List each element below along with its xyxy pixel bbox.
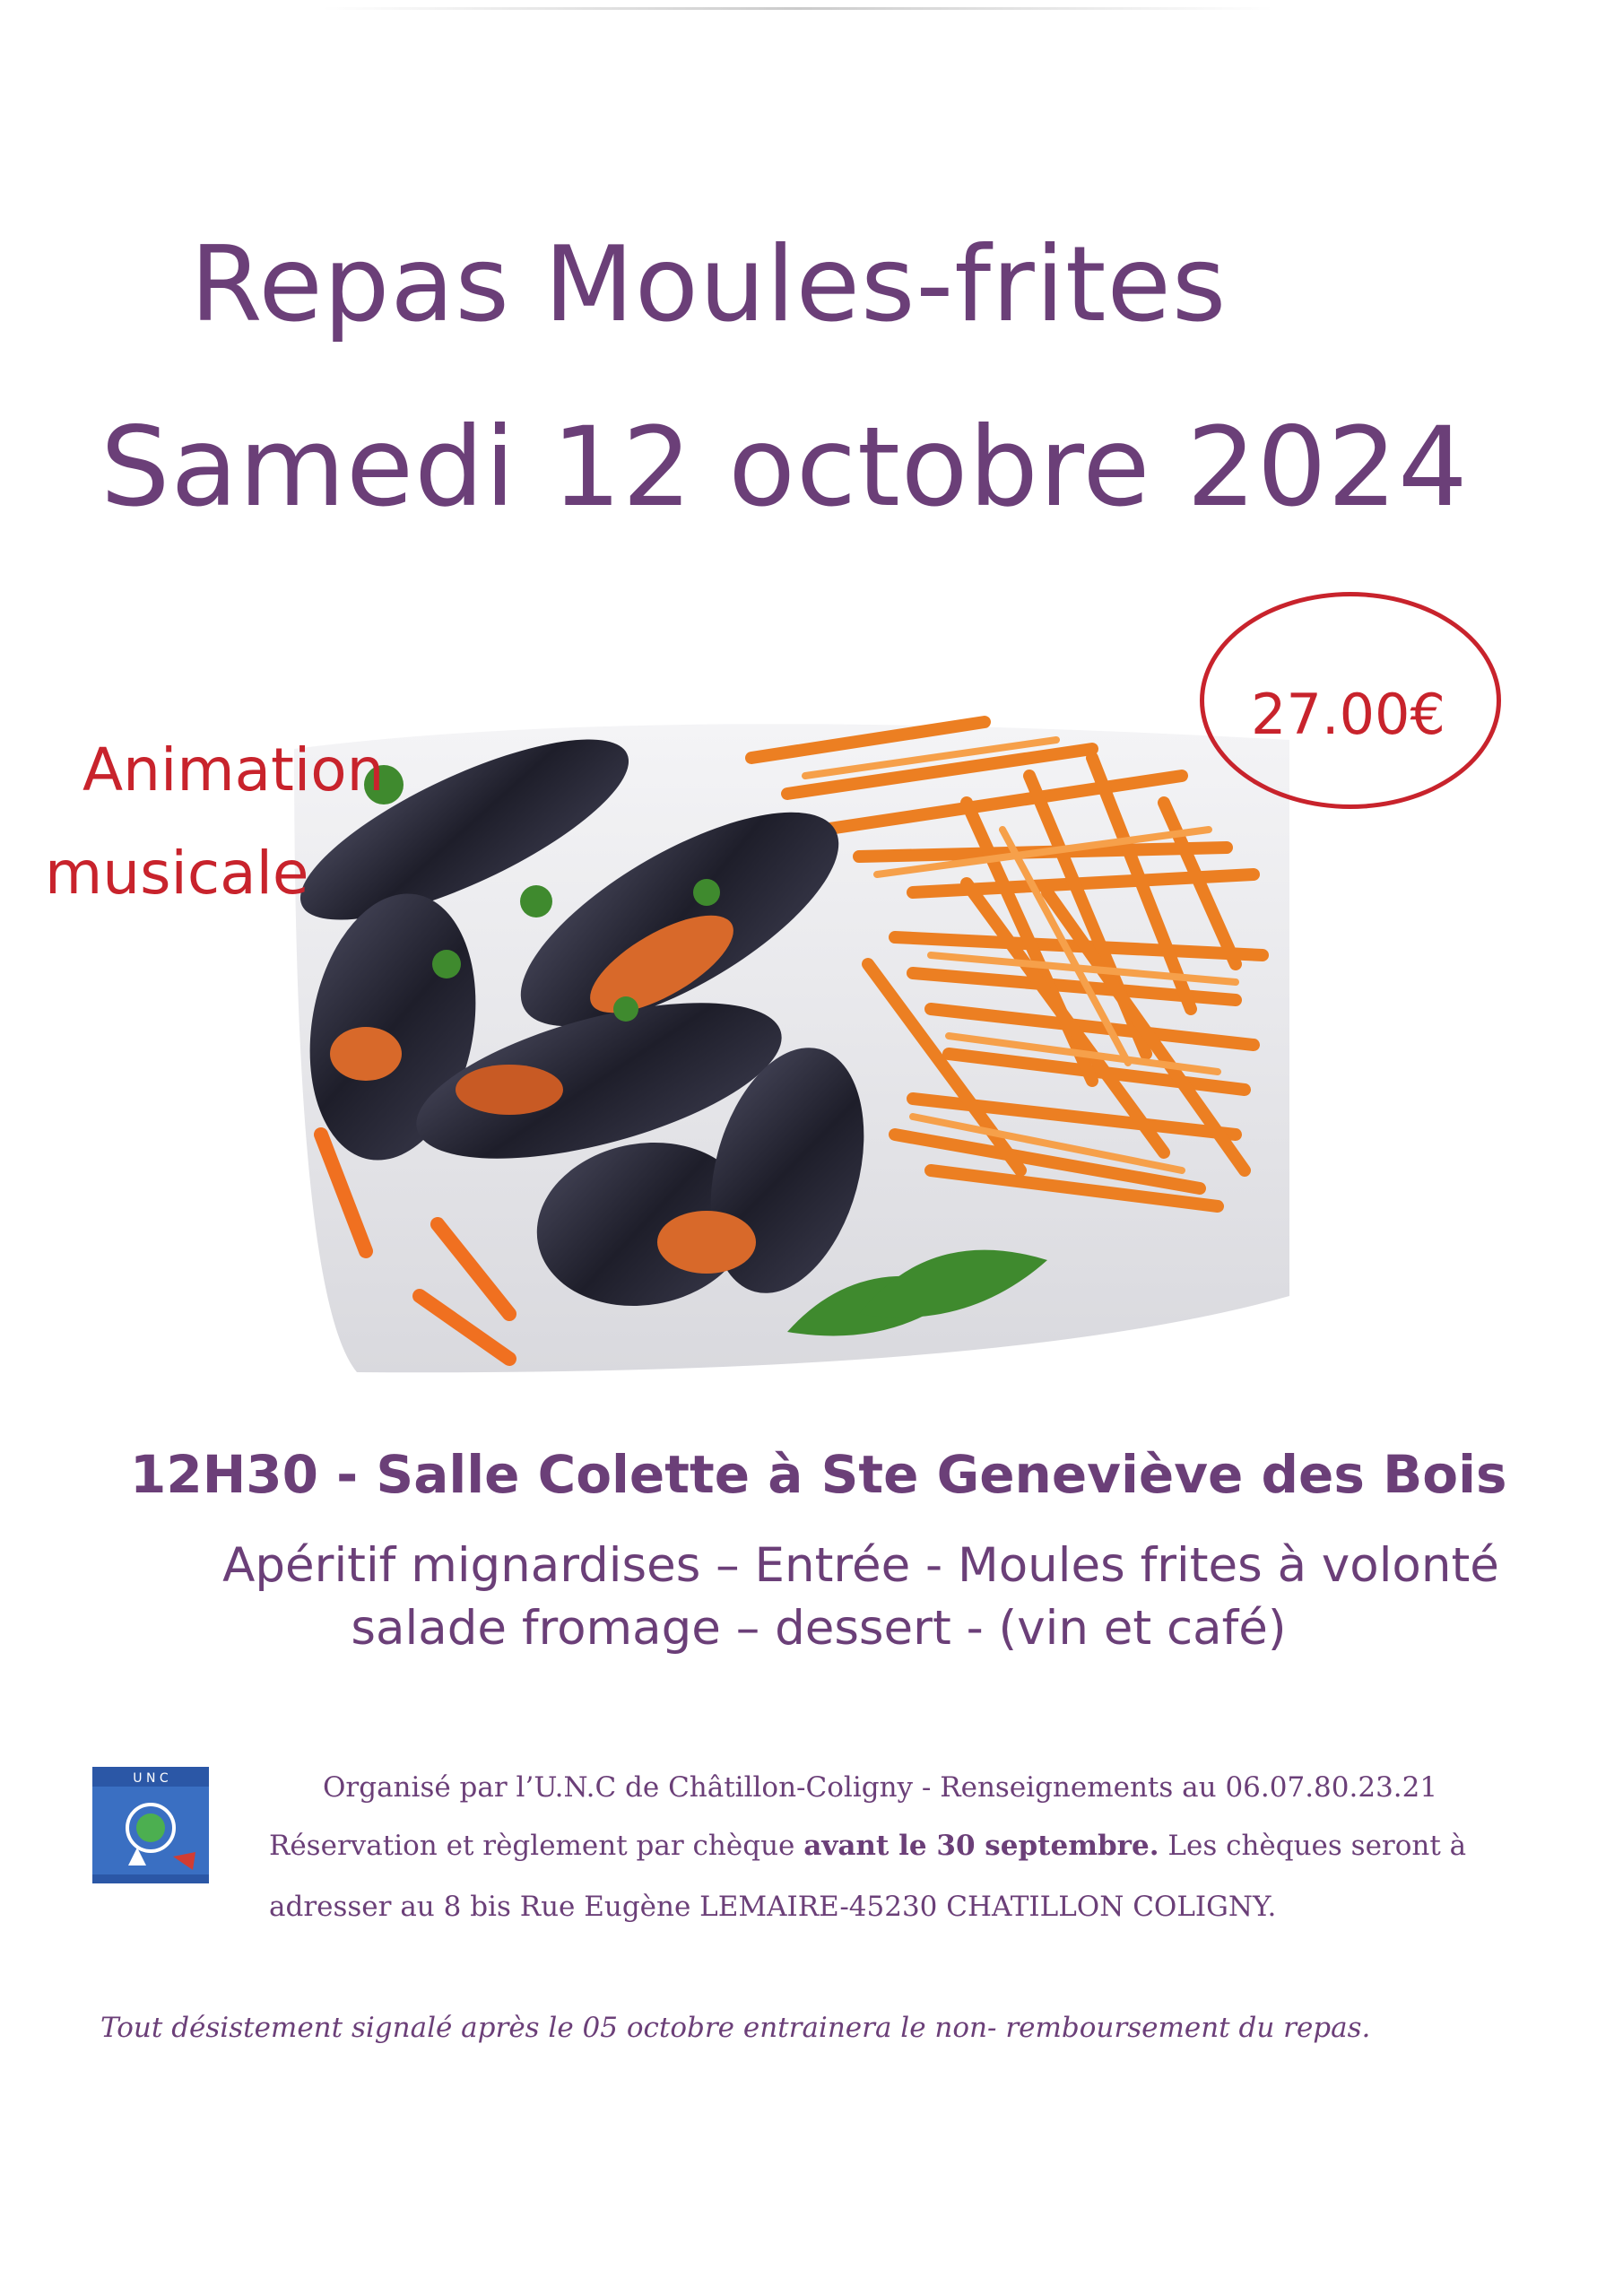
animation-label: Animation <box>82 735 385 804</box>
scan-artifact <box>323 7 1273 10</box>
event-title: Repas Moules-frites <box>190 224 1228 345</box>
venue-time: 12H30 - Salle Colette à Ste Geneviève des Bois <box>130 1444 1507 1505</box>
menu-line-1: Apéritif mignardises – Entrée - Moules frites à volonté <box>222 1538 1499 1593</box>
organizer-line: Organisé par l’U.N.C de Châtillon-Coligny - Renseignements au 06.07.80.23.21 <box>323 1771 1438 1804</box>
event-date: Samedi 12 octobre 2024 <box>100 404 1469 531</box>
price: 27.00€ <box>1251 682 1445 747</box>
menu-line-2: salade fromage – dessert - (vin et café) <box>351 1601 1287 1656</box>
unc-logo <box>92 1767 209 1883</box>
moules-frites-photo <box>285 668 1298 1386</box>
cancellation-note: Tout désistement signalé après le 05 octobre entrainera le non- remboursement du repas. <box>100 2012 1371 2044</box>
svg-text:U N C: U N C <box>133 1771 169 1786</box>
reservation-line: Réservation et règlement par chèque avant le 30 septembre. Les chèques seront à <box>269 1830 1467 1862</box>
address-line: adresser au 8 bis Rue Eugène LEMAIRE-45230 CHATILLON COLIGNY. <box>269 1891 1277 1923</box>
musicale-label: musicale <box>45 839 309 908</box>
